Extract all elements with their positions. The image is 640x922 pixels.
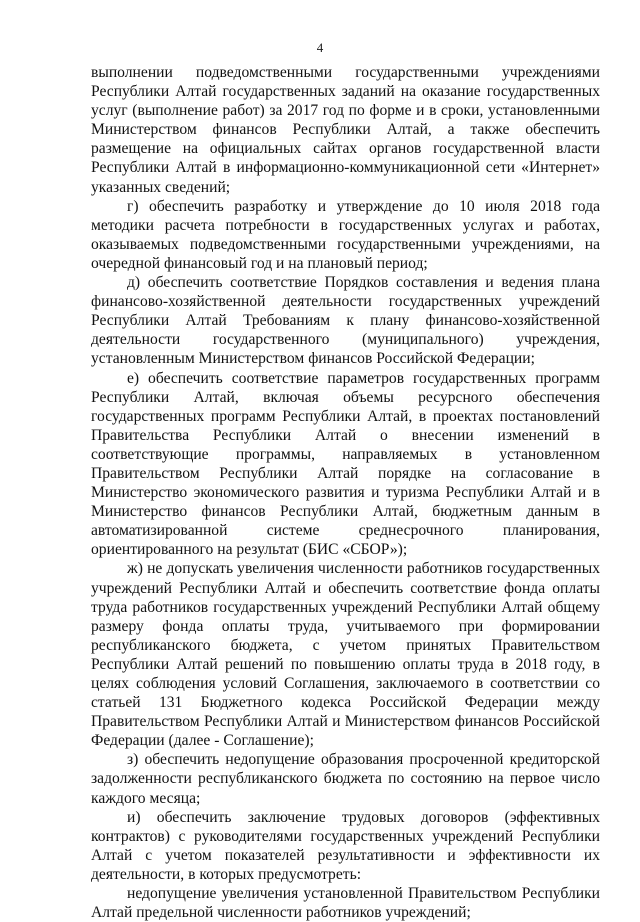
paragraph-item-e: е) обеспечить соответствие параметров государственных программ Республики Алтай, включая объемы ресурсного обеспечения государственных программ Республики Алтай, в проектах постановлений Правительства Республики Алтай о внесении изменений в соответствующие программы, направляемых в установленном Правительством Республики Алтай порядке на согласование в Министерство экономического развития и туризма Республики Алтай и в Министерство финансов Республики Алтай, бюджетным данным в автоматизированной системе среднесрочного планирования, ориентированного на результат (БИС «СБОР»); [91, 369, 600, 559]
paragraph-item-d: д) обеспечить соответствие Порядков составления и ведения плана финансово-хозяйственной деятельности государственных учреждений Республики Алтай Требованиям к плану финансово-хозяйственной деятельности государственного (муниципального) учреждения, установленным Министерством финансов Российской Федерации; [91, 274, 600, 368]
paragraph-item-z: з) обеспечить недопущение образования просроченной кредиторской задолженности республиканского бюджета по состоянию на первое число каждого месяца; [91, 751, 600, 807]
document-body [91, 63, 600, 922]
paragraph-subitem: недопущение увеличения установленной Правительством Республики Алтай предельной численности работников учреждений; [91, 885, 600, 922]
paragraph-item-i: и) обеспечить заключение трудовых договоров (эффективных контрактов) с руководителями государственных учреждений Республики Алтай с учетом показателей результативности и эффективности их деятельности, в которых предусмотреть: [91, 808, 600, 883]
paragraph-item-zh: ж) не допускать увеличения численности работников государственных учреждений Республики Алтай и обеспечить соответствие фонда оплаты труда работников государственных учреждений Республики Алтай общему размеру фонда оплаты труда, учитываемого при формировании республиканского бюджета, с учетом принятых Правительством Республики Алтай решений по повышению оплаты труда в 2018 году, в целях соблюдения условий Соглашения, заключаемого в соответствии со статьей 131 Бюджетного кодекса Российской Федерации между Правительством Республики Алтай и Министерством финансов Российской Федерации (далее - Соглашение); [91, 560, 600, 750]
page-number: 4 [316, 40, 324, 55]
paragraph-continuation: выполнении подведомственными государственными учреждениями Республики Алтай государственных заданий на оказание государственных услуг (выполнение работ) за 2017 год по форме и в сроки, установленными Министерством финансов Республики Алтай, а также обеспечить размещение на официальных сайтах органов государственной власти Республики Алтай в информационно-коммуникационной сети «Интернет» указанных сведений; [91, 64, 600, 196]
paragraph-item-g: г) обеспечить разработку и утверждение до 10 июля 2018 года методики расчета потребности в государственных услугах и работах, оказываемых подведомственными государственными учреждениями, на очередной финансовый год и на плановый период; [91, 197, 600, 272]
